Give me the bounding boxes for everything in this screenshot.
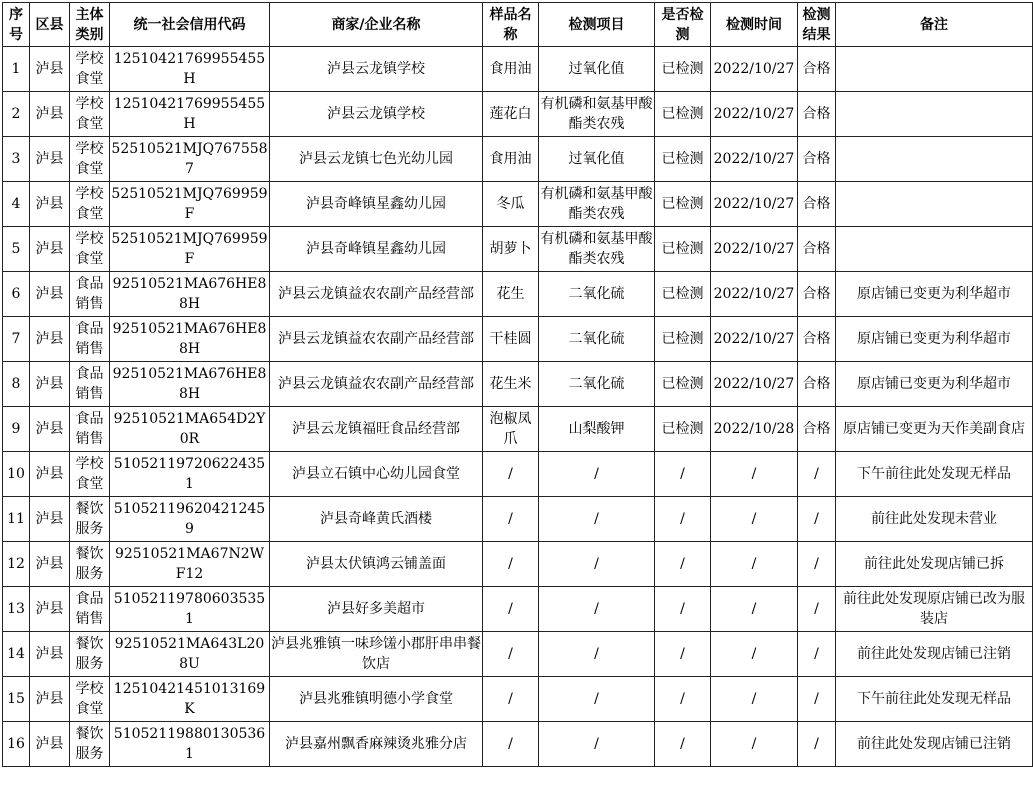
cell-entity-type: 食品销售 [70,407,110,452]
cell-credit-code: 52510521MJQ7675587 [110,137,270,182]
cell-test-item: 过氧化值 [539,137,655,182]
cell-entity-type: 学校食堂 [70,677,110,722]
cell-credit-code: 510521197206224351 [110,452,270,497]
table-row [3,317,1033,362]
col-header-index: 序号 [3,3,30,47]
cell-district: 泸县 [30,92,70,137]
cell-remark: 前往此处发现未营业 [836,497,1033,542]
cell-result: 合格 [798,47,836,92]
cell-district: 泸县 [30,677,70,722]
cell-entity-type: 食品销售 [70,317,110,362]
cell-district: 泸县 [30,272,70,317]
cell-result: 合格 [798,317,836,362]
cell-tested: / [655,497,711,542]
cell-credit-code: 12510421451013169K [110,677,270,722]
cell-index: 13 [3,587,30,632]
cell-credit-code: 12510421769955455H [110,92,270,137]
cell-sample-name: 食用油 [483,47,539,92]
cell-result: 合格 [798,182,836,227]
cell-remark: 原店铺已变更为利华超市 [836,362,1033,407]
cell-result: 合格 [798,227,836,272]
cell-index: 14 [3,632,30,677]
cell-test-item: 有机磷和氨基甲酸酯类农残 [539,182,655,227]
cell-index: 12 [3,542,30,587]
cell-sample-name: / [483,587,539,632]
cell-credit-code: 92510521MA676HE88H [110,317,270,362]
cell-credit-code: 52510521MJQ769959F [110,182,270,227]
table-row [3,722,1033,767]
col-header-district: 区县 [30,3,70,47]
cell-test-date: 2022/10/28 [711,407,798,452]
cell-remark [836,227,1033,272]
cell-sample-name: 食用油 [483,137,539,182]
cell-tested: 已检测 [655,182,711,227]
cell-index: 15 [3,677,30,722]
cell-test-item: / [539,452,655,497]
cell-entity-type: 学校食堂 [70,227,110,272]
table-row [3,677,1033,722]
cell-business-name: 泸县云龙镇益农农副产品经营部 [270,272,483,317]
cell-result: / [798,632,836,677]
cell-result: 合格 [798,407,836,452]
table-row [3,227,1033,272]
cell-business-name: 泸县嘉州飘香麻辣烫兆雅分店 [270,722,483,767]
cell-sample-name: 莲花白 [483,92,539,137]
cell-test-date: 2022/10/27 [711,47,798,92]
cell-index: 4 [3,182,30,227]
cell-business-name: 泸县云龙镇福旺食品经营部 [270,407,483,452]
cell-result: 合格 [798,272,836,317]
header-row [3,3,1033,47]
cell-business-name: 泸县奇峰镇星鑫幼儿园 [270,182,483,227]
table-row [3,182,1033,227]
table-row [3,92,1033,137]
cell-remark: 下午前往此处发现无样品 [836,452,1033,497]
col-header-test-date: 检测时间 [711,3,798,47]
cell-tested: / [655,587,711,632]
cell-entity-type: 餐饮服务 [70,497,110,542]
cell-index: 1 [3,47,30,92]
inspection-table [2,2,1033,767]
cell-remark: 前往此处发现店铺已注销 [836,632,1033,677]
cell-remark [836,92,1033,137]
cell-tested: / [655,722,711,767]
cell-credit-code: 510521196204212459 [110,497,270,542]
cell-district: 泸县 [30,722,70,767]
cell-credit-code: 92510521MA654D2Y0R [110,407,270,452]
cell-business-name: 泸县兆雅镇明德小学食堂 [270,677,483,722]
cell-tested: 已检测 [655,317,711,362]
cell-district: 泸县 [30,137,70,182]
cell-credit-code: 12510421769955455H [110,47,270,92]
cell-tested: 已检测 [655,137,711,182]
cell-credit-code: 52510521MJQ769959F [110,227,270,272]
cell-remark [836,137,1033,182]
cell-entity-type: 餐饮服务 [70,542,110,587]
cell-result: 合格 [798,137,836,182]
cell-district: 泸县 [30,407,70,452]
cell-index: 7 [3,317,30,362]
cell-test-date: 2022/10/27 [711,362,798,407]
cell-district: 泸县 [30,542,70,587]
cell-business-name: 泸县奇峰镇星鑫幼儿园 [270,227,483,272]
cell-sample-name: / [483,452,539,497]
cell-sample-name: 泡椒凤爪 [483,407,539,452]
cell-tested: 已检测 [655,407,711,452]
cell-index: 10 [3,452,30,497]
cell-test-date: 2022/10/27 [711,317,798,362]
cell-entity-type: 学校食堂 [70,182,110,227]
cell-entity-type: 食品销售 [70,587,110,632]
cell-test-date: / [711,497,798,542]
cell-entity-type: 学校食堂 [70,452,110,497]
cell-tested: 已检测 [655,272,711,317]
table-row [3,632,1033,677]
col-header-remark: 备注 [836,3,1033,47]
col-header-tested: 是否检测 [655,3,711,47]
cell-index: 3 [3,137,30,182]
cell-tested: 已检测 [655,92,711,137]
cell-sample-name: / [483,632,539,677]
cell-business-name: 泸县云龙镇学校 [270,47,483,92]
cell-index: 2 [3,92,30,137]
col-header-credit-code: 统一社会信用代码 [110,3,270,47]
cell-sample-name: / [483,677,539,722]
cell-business-name: 泸县太伏镇鸿云铺盖面 [270,542,483,587]
cell-remark [836,47,1033,92]
cell-tested: / [655,542,711,587]
cell-district: 泸县 [30,362,70,407]
cell-sample-name: / [483,497,539,542]
cell-entity-type: 食品销售 [70,272,110,317]
cell-test-item: / [539,632,655,677]
cell-tested: / [655,677,711,722]
cell-test-date: / [711,542,798,587]
cell-index: 5 [3,227,30,272]
cell-credit-code: 92510521MA676HE88H [110,362,270,407]
cell-remark: 原店铺已变更为利华超市 [836,317,1033,362]
cell-district: 泸县 [30,632,70,677]
cell-business-name: 泸县云龙镇学校 [270,92,483,137]
cell-entity-type: 餐饮服务 [70,722,110,767]
cell-test-date: 2022/10/27 [711,182,798,227]
cell-remark: 原店铺已变更为利华超市 [836,272,1033,317]
cell-test-date: 2022/10/27 [711,272,798,317]
table-row [3,272,1033,317]
cell-result: / [798,542,836,587]
cell-business-name: 泸县奇峰黄氏酒楼 [270,497,483,542]
col-header-business-name: 商家/企业名称 [270,3,483,47]
cell-credit-code: 92510521MA676HE88H [110,272,270,317]
cell-tested: / [655,452,711,497]
cell-test-item: 二氧化硫 [539,272,655,317]
cell-credit-code: 92510521MA643L208U [110,632,270,677]
cell-sample-name: / [483,722,539,767]
cell-remark: 前往此处发现店铺已注销 [836,722,1033,767]
col-header-sample-name: 样品名称 [483,3,539,47]
cell-credit-code: 510521198801305361 [110,722,270,767]
cell-test-item: 过氧化值 [539,47,655,92]
cell-test-date: / [711,452,798,497]
cell-remark: 前往此处发现店铺已拆 [836,542,1033,587]
table-row [3,47,1033,92]
cell-district: 泸县 [30,227,70,272]
cell-tested: 已检测 [655,362,711,407]
cell-business-name: 泸县好多美超市 [270,587,483,632]
cell-test-item: 二氧化硫 [539,362,655,407]
cell-tested: 已检测 [655,47,711,92]
cell-remark: 原店铺已变更为天作美副食店 [836,407,1033,452]
cell-index: 8 [3,362,30,407]
table-row [3,407,1033,452]
cell-credit-code: 510521197806035351 [110,587,270,632]
cell-entity-type: 学校食堂 [70,92,110,137]
cell-district: 泸县 [30,317,70,362]
cell-district: 泸县 [30,497,70,542]
cell-index: 6 [3,272,30,317]
cell-result: / [798,497,836,542]
cell-entity-type: 学校食堂 [70,137,110,182]
cell-result: 合格 [798,92,836,137]
cell-test-item: 二氧化硫 [539,317,655,362]
col-header-test-item: 检测项目 [539,3,655,47]
table-row [3,452,1033,497]
cell-district: 泸县 [30,182,70,227]
col-header-result: 检测结果 [798,3,836,47]
table-row [3,497,1033,542]
cell-test-item: 有机磷和氨基甲酸酯类农残 [539,227,655,272]
cell-business-name: 泸县云龙镇益农农副产品经营部 [270,317,483,362]
cell-entity-type: 食品销售 [70,362,110,407]
table-row [3,542,1033,587]
cell-remark: 前往此处发现原店铺已改为服装店 [836,587,1033,632]
cell-index: 16 [3,722,30,767]
cell-sample-name: 胡萝卜 [483,227,539,272]
cell-test-date: / [711,632,798,677]
cell-sample-name: / [483,542,539,587]
cell-test-item: 有机磷和氨基甲酸酯类农残 [539,92,655,137]
cell-test-date: 2022/10/27 [711,92,798,137]
cell-remark: 下午前往此处发现无样品 [836,677,1033,722]
cell-result: 合格 [798,362,836,407]
cell-result: / [798,587,836,632]
cell-district: 泸县 [30,47,70,92]
col-header-entity-type: 主体类别 [70,3,110,47]
cell-test-item: / [539,587,655,632]
cell-test-item: / [539,542,655,587]
cell-sample-name: 花生 [483,272,539,317]
cell-remark [836,182,1033,227]
cell-district: 泸县 [30,452,70,497]
cell-test-item: / [539,677,655,722]
cell-test-item: / [539,497,655,542]
cell-business-name: 泸县兆雅镇一味珍馐小郡肝串串餐饮店 [270,632,483,677]
cell-entity-type: 学校食堂 [70,47,110,92]
table-body [3,47,1033,767]
cell-test-date: / [711,587,798,632]
cell-index: 9 [3,407,30,452]
cell-test-item: / [539,722,655,767]
cell-test-date: / [711,677,798,722]
cell-sample-name: 干桂圆 [483,317,539,362]
cell-sample-name: 花生米 [483,362,539,407]
cell-credit-code: 92510521MA67N2WF12 [110,542,270,587]
cell-business-name: 泸县立石镇中心幼儿园食堂 [270,452,483,497]
cell-result: / [798,677,836,722]
cell-entity-type: 餐饮服务 [70,632,110,677]
cell-index: 11 [3,497,30,542]
table-row [3,362,1033,407]
cell-business-name: 泸县云龙镇七色光幼儿园 [270,137,483,182]
cell-district: 泸县 [30,587,70,632]
cell-tested: / [655,632,711,677]
cell-business-name: 泸县云龙镇益农农副产品经营部 [270,362,483,407]
table-row [3,587,1033,632]
cell-test-date: 2022/10/27 [711,227,798,272]
cell-sample-name: 冬瓜 [483,182,539,227]
cell-result: / [798,722,836,767]
cell-tested: 已检测 [655,227,711,272]
cell-test-item: 山梨酸钾 [539,407,655,452]
cell-result: / [798,452,836,497]
table-row [3,137,1033,182]
cell-test-date: 2022/10/27 [711,137,798,182]
cell-test-date: / [711,722,798,767]
